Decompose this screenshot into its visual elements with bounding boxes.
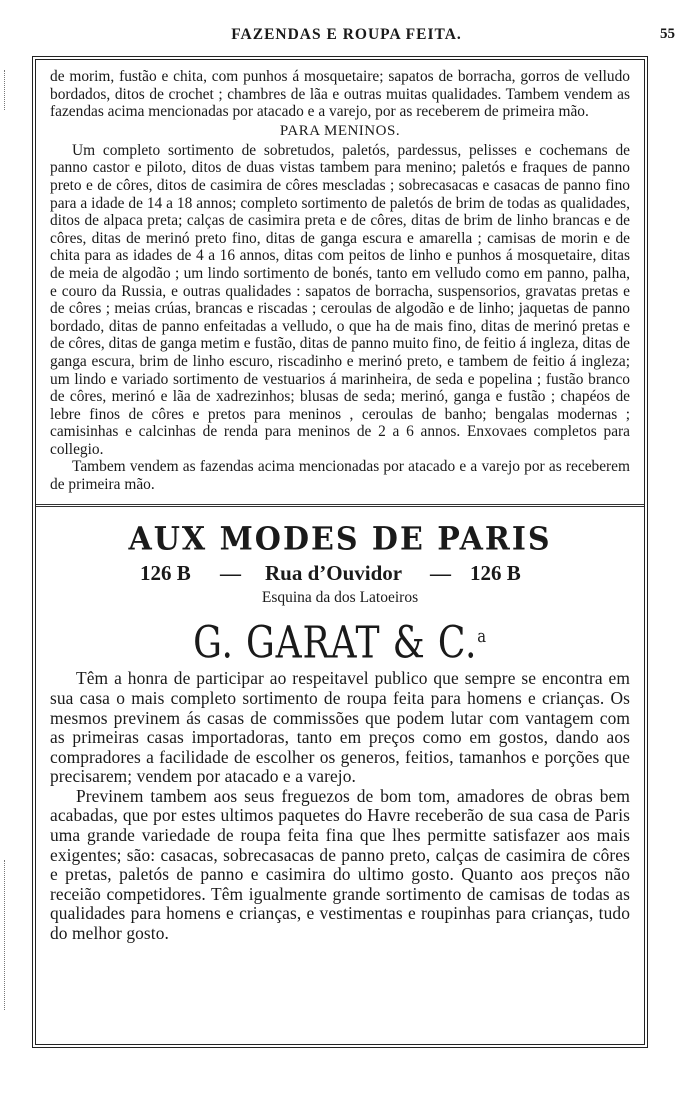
page-number: 55 [660, 26, 675, 42]
address-dash-right: — [430, 560, 451, 585]
section-divider [36, 504, 644, 511]
shop-address [50, 561, 630, 587]
firm-name [102, 611, 578, 670]
ad-paragraph-2: Previnem tambem aos seus freguezos de bom tom, amadores de obras bem acabadas, que por estes ultimos paquetes do Havre receberão de sua casa de Paris uma grande variedade de roupa feita fina que lhes permitte satisfazer aos mais exigentes; são: casacas, sobrecasacas de panno preto, calças de casimira de côres e pretas, paletós de panno e casimira do ultimo gosto. Quanto aos preços não receião competidores. Têm igualmente grande sortimento de camisas de todas as qualidades para homens e crianças, e vestimentas e roupinhas para crianças, tudo do melhor gosto. [50, 785, 630, 944]
closing-paragraph: Tambem vendem as fazendas acima mencionadas por atacado e a varejo por as receberem de primeira mão. [50, 458, 630, 494]
shop-name: AUX MODES DE PARIS [128, 520, 552, 558]
address-number-left: 126 B [140, 560, 191, 585]
running-title: FAZENDAS E ROUPA FEITA. [231, 26, 462, 43]
address-dash-left: — [220, 560, 241, 585]
page-header [0, 26, 693, 46]
corner-line: Esquina da dos Latoeiros [261, 588, 419, 606]
frame-content [50, 68, 630, 944]
advertisement-frame [32, 56, 648, 1048]
intro-paragraph: de morim, fustão e chita, com punhos á mosquetaire; sapatos de borracha, gorros de velludo bordados, ditos de crochet ; chambres de lãa e outras muitas qualidades. Tambem vendem as fazendas acima mencionadas por atacado e a varejo, por as receberem de primeira mão. [50, 68, 630, 121]
section-heading: PARA MENINOS. [279, 122, 401, 139]
meninos-paragraph: Um completo sortimento de sobretudos, paletós, pardessus, pelisses e cochemans de panno castor e piloto, ditos de duas vistas tambem para menino; paletós e fraques de panno preto e de côres, ditos de casimira de côres mescladas ; sobrecasacas e casacas de panno fino para a idade de 14 a 18 annos; completo sortimento de paletós de brim de todas as qualidades, ditos de alpaca preta; calças de casimira preta e de côres, ditas de brim de linho brancas e de côres, ditas de merinó preto fino, ditas de ganga escura e amarella ; camisas de morin e de chita para as idades de 4 a 16 annos, ditas com peitos de linho e punhos á mosquetaire, ditas de meia de algodão ; um lindo sortimento de bonés, tanto em velludo como em panno, palha, e couro da Russia, e outras qualidades : sapatos de borracha, suspensorios, gravatas pretas e de côres ; meias crúas, brancas e riscadas ; ceroulas de algodão e de linho; jaquetas de panno bordado, ditas de panno enfeitadas a velludo, o que ha de mais fino, ditas de merinó pretas e de côres, ditas de ganga metim e fustão, ditas de panno muito fino, de feitio á ingleza, ditas de ganga escura, brim de linho escuro, riscadinho e merinó preto, e tambem de feitio á ingleza; um lindo e variado sortimento de vestuarios á marinheira, de seda e popelina ; fustão branco de côres, merinó e lãa de xadrezinhos; blusas de seda; merinó, ganga e fustão ; chapéos de lebre finos de côres e pretos para meninos , ceroulas de banho; bengalas modernas ; camisinhas e calcinhas de renda para meninos de 2 a 6 annos. Enxovaes completos para collegio. [50, 141, 630, 458]
margin-mark [4, 860, 11, 1010]
margin-mark [4, 70, 11, 110]
firm-name-suffix: a [477, 625, 487, 647]
address-number-right: 126 B [470, 560, 521, 585]
firm-name-text: G. GARAT & C. [193, 617, 478, 669]
ad-paragraph-1: Têm a honra de participar ao respeitavel publico que sempre se encontra em sua casa o mais completo sortimento de roupa feita para homens e crianças. Os mesmos previnem ás casas de commissões que podem lutar com vantagem com as primeiras casas importadoras, tanto em preços como em gostos, dando aos compradores a facilidade de escolher os generos, feitios, tamanhos e porções que precisarem; vendem por atacado e a varejo. [50, 668, 630, 787]
street-name: Rua d’Ouvidor [265, 560, 403, 585]
